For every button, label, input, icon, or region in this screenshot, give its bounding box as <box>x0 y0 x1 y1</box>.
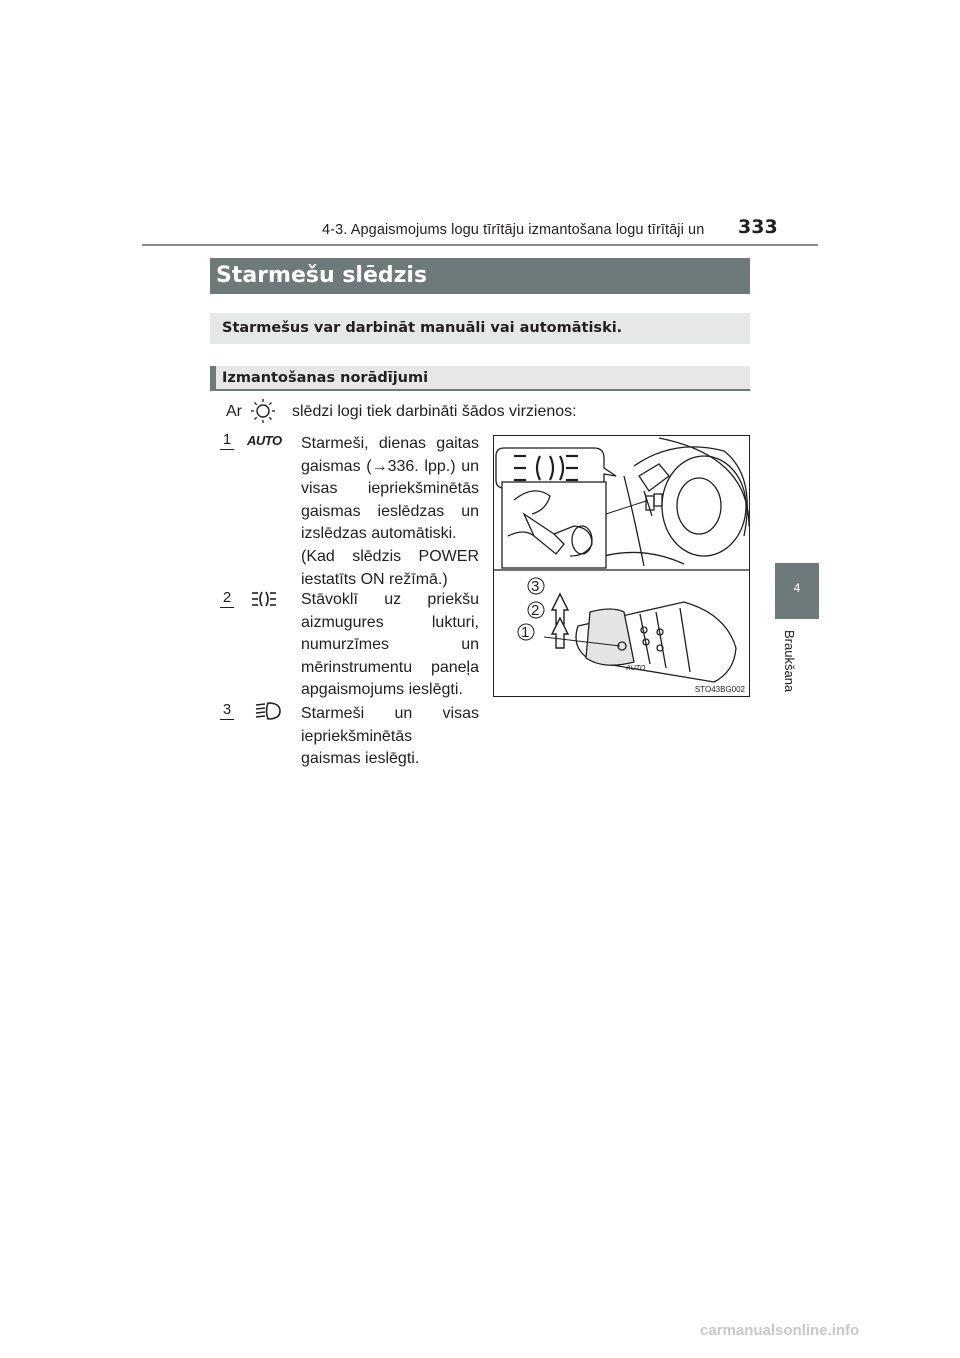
chapter-tab <box>775 563 819 619</box>
callout-1: 1 <box>521 624 530 641</box>
page-title: Starmešu slēdzis <box>210 258 750 294</box>
intro-text: Starmešus var darbināt manuāli vai automātiski. <box>210 313 750 344</box>
page-number: 333 <box>738 216 778 238</box>
section-header: 4-3. Apgaismojums logu tīrītāju izmantošana logu tīrītāji un <box>322 222 705 238</box>
illustration-code: STO43BG002 <box>694 685 745 694</box>
item-number-1: 1 <box>220 431 234 450</box>
auto-symbol: AUTO <box>247 433 282 448</box>
instruction-text: slēdzi logi tiek darbināti šādos virzienos: <box>292 403 577 420</box>
chapter-label: Braukšana <box>782 630 797 693</box>
headlamp-icon <box>254 700 282 722</box>
callout-2: 2 <box>531 602 540 619</box>
chapter-number: 4 <box>793 581 801 595</box>
footer-watermark: carmanualsonline.info <box>700 1322 860 1339</box>
callout-3: 3 <box>531 578 540 595</box>
illustration-drawing <box>494 436 749 696</box>
item-description-1: Starmeši, dienas gaitas gaismas (→336. lpp.) un visas iepriekšminētās gaismas ieslēdzas un izslēdzas automātiski. (Kad slēdzis POWER iestatīts ON režīmā.) <box>301 435 479 588</box>
item-number-3: 3 <box>220 701 234 720</box>
light-switch-icon <box>250 398 276 424</box>
item-number-2: 2 <box>220 589 234 608</box>
position-lamp-icon <box>250 588 284 610</box>
subheading: Izmantošanas norādījumi <box>210 366 750 391</box>
item-description-2: Stāvoklī uz priekšu aizmugures lukturi, numurzīmes un mērinstrumentu paneļa apgaismojums ieslēgti. <box>301 591 479 699</box>
item-description-3: Starmeši un visas iepriekšminētās gaismas ieslēgti. <box>301 705 479 768</box>
switch-auto-label: AUTO <box>626 665 646 672</box>
header-divider <box>142 244 818 246</box>
headlight-switch-illustration <box>493 435 750 697</box>
instruction-prefix: Ar <box>226 403 242 420</box>
